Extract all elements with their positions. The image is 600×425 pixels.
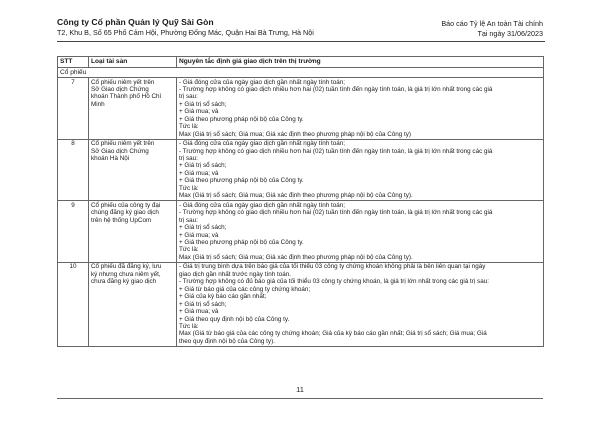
principle-line: Max (Giá trị sổ sách; Giá mua; Giá xác định theo phương pháp nội bộ của Công ty).	[179, 253, 413, 261]
report-date: Tại ngày 31/06/2023	[477, 29, 543, 38]
asset-type-line: Cổ phiếu của công ty đại	[91, 201, 161, 209]
footer-divider	[57, 398, 543, 399]
principle-line: + Giá trị sổ sách;	[179, 162, 227, 170]
principle-line: + Giá mua; và	[179, 308, 219, 316]
principle-line: + Giá theo phương pháp nội bộ của Công ty.	[179, 239, 304, 247]
asset-type-line: khoán Hà Nội	[91, 155, 130, 163]
principle-line: - Trường hợp không có giao dịch nhiều hơn hai (02) tuần tính đến ngày tính toán, là giá trị lớn nhất trong các giá	[179, 85, 493, 93]
column-header-stt: STT	[58, 57, 89, 68]
asset-type-line: Sở Giao dịch Chứng	[91, 85, 149, 93]
company-name: Công ty Cổ phần Quản lý Quỹ Sài Gòn	[57, 17, 214, 27]
asset-type-line: chưa đăng ký giao dịch	[91, 278, 157, 286]
row-principle	[177, 262, 544, 346]
principle-line: - Trường hợp không có giao dịch nhiều hơn hai (02) tuần tính đến ngày tính toán, là giá trị lớn nhất trong các giá	[179, 147, 493, 155]
table-row	[58, 201, 544, 263]
header-right	[353, 19, 543, 39]
principle-line: - Trường hợp không có giao dịch nhiều hơn hai (02) tuần tính đến ngày tính toán, là giá trị lớn nhất trong các giá	[179, 209, 493, 217]
principle-line: + Giá từ báo giá của các công ty chứng khoán;	[179, 285, 311, 293]
principle-line: Tức là:	[179, 323, 199, 330]
principle-line: Tức là:	[179, 123, 199, 131]
principle-line: theo quy định nội bộ của Công ty).	[179, 337, 275, 345]
principle-line: trị sau:	[179, 155, 198, 163]
valuation-table	[57, 56, 544, 347]
header-left	[57, 17, 387, 38]
row-stt: 10	[58, 262, 89, 346]
principle-line: - Giá đóng cửa của ngày giao dịch gần nhất ngày tính toán;	[179, 201, 345, 209]
principle-line: giao dịch gần nhất trước ngày tính toán.	[179, 270, 291, 278]
principle-line: + Giá theo phương pháp nội bộ của Công ty.	[179, 177, 304, 185]
asset-type-line: ký nhưng chưa niêm yết,	[91, 270, 161, 278]
row-stt: 7	[58, 78, 89, 140]
row-principle	[177, 139, 544, 201]
asset-type-line: Cổ phiếu niêm yết trên	[91, 140, 155, 148]
principle-line: + Giá mua; và	[179, 169, 219, 177]
principle-line: + Giá của kỳ báo cáo gần nhất;	[179, 293, 267, 301]
asset-type-line: Minh	[91, 100, 105, 108]
principle-line: trị sau:	[179, 93, 198, 101]
principle-line: Tức là:	[179, 184, 199, 192]
principle-line: - Giá đóng cửa của ngày giao dịch gần nhất ngày tính toán;	[179, 140, 345, 148]
company-address: T2, Khu B, Số 65 Phố Cảm Hội, Phường Đống Mác, Quận Hai Bà Trưng, Hà Nội	[57, 28, 314, 37]
group-row	[58, 68, 544, 78]
row-stt: 9	[58, 201, 89, 263]
asset-type-line: Sở Giao dịch Chứng	[91, 147, 149, 155]
principle-line: + Giá mua; và	[179, 231, 219, 239]
column-header-principle: Nguyên tắc định giá giao dịch trên thị trường	[177, 57, 544, 68]
asset-type-line: khoán Thành phố Hồ Chí	[91, 93, 162, 101]
principle-line: - Trường hợp không có đủ báo giá của tối thiểu 03 công ty chứng khoán, là giá trị lớn nhất trong các giá trị sau:	[179, 278, 489, 286]
group-label: Cổ phiếu	[58, 68, 544, 78]
row-asset-type	[89, 78, 177, 140]
table-row	[58, 139, 544, 201]
asset-type-line: Cổ phiếu đã đăng ký, lưu	[91, 263, 162, 271]
asset-type-line: chúng đăng ký giao dịch	[91, 209, 159, 217]
row-asset-type	[89, 201, 177, 263]
principle-line: Max (Giá trị sổ sách; Giá mua; Giá xác định theo phương pháp nội bộ của Công ty)	[179, 130, 412, 138]
table-row	[58, 78, 544, 140]
column-header-asset-type: Loại tài sản	[89, 57, 177, 68]
principle-line: - Giá trị trung bình dựa trên báo giá của tối thiểu 03 công ty chứng khoán không phải là bên liên quan tại ngày	[179, 263, 486, 271]
principle-line: + Giá mua; và	[179, 108, 219, 116]
table-header-row	[58, 57, 544, 68]
asset-type-line: Cổ phiếu niêm yết trên	[91, 78, 155, 86]
asset-type-line: trên hệ thống UpCom	[91, 216, 152, 224]
header-divider	[57, 41, 545, 42]
principle-line: + Giá theo phương pháp nội bộ của Công ty.	[179, 115, 304, 123]
row-asset-type	[89, 262, 177, 346]
page-number: 11	[296, 385, 304, 394]
principle-line: + Giá trị sổ sách;	[179, 224, 227, 232]
row-asset-type	[89, 139, 177, 201]
principle-line: + Giá theo quy định nội bộ của Công ty.	[179, 315, 290, 323]
principle-line: Max (Giá từ báo giá của các công ty chứng khoán; Giá của kỳ báo cáo gần nhất; Giá trị sổ sách; Giá mua; Giá	[179, 330, 487, 338]
row-stt: 8	[58, 139, 89, 201]
principle-line: + Giá trị sổ sách;	[179, 300, 227, 308]
principle-line: Tức là:	[179, 246, 199, 254]
principle-line: + Giá trị sổ sách;	[179, 100, 227, 108]
table-row	[58, 262, 544, 346]
principle-line: Max (Giá trị sổ sách; Giá mua; Giá xác định theo phương pháp nội bộ của Công ty).	[179, 192, 413, 200]
row-principle	[177, 78, 544, 140]
report-title: Báo cáo Tỷ lệ An toàn Tài chính	[441, 19, 543, 28]
row-principle	[177, 201, 544, 263]
principle-line: trị sau:	[179, 216, 198, 224]
principle-line: - Giá đóng cửa của ngày giao dịch gần nhất ngày tính toán;	[179, 78, 345, 86]
